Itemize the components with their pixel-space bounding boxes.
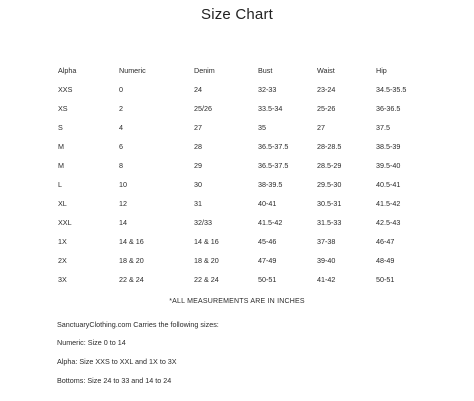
table-row (58, 85, 468, 104)
cell-waist: 41-42 (317, 275, 336, 284)
table-row (58, 218, 468, 237)
header-alpha: Alpha (58, 66, 77, 75)
carries-text: SanctuaryClothing.com Carries the following sizes: (57, 320, 219, 329)
cell-bust: 45-46 (258, 237, 277, 246)
cell-numeric: 14 & 16 (119, 237, 144, 246)
cell-alpha: L (58, 180, 62, 189)
table-row (58, 104, 468, 123)
cell-alpha: XL (58, 199, 67, 208)
table-body (58, 85, 468, 294)
header-hip: Hip (376, 66, 387, 75)
cell-denim: 29 (194, 161, 202, 170)
cell-numeric: 8 (119, 161, 123, 170)
cell-numeric: 14 (119, 218, 127, 227)
cell-denim: 27 (194, 123, 202, 132)
cell-alpha: XXS (58, 85, 73, 94)
cell-waist: 27 (317, 123, 325, 132)
cell-bust: 35 (258, 123, 266, 132)
numeric-sizes-text: Numeric: Size 0 to 14 (57, 338, 126, 347)
cell-numeric: 2 (119, 104, 123, 113)
cell-denim: 18 & 20 (194, 256, 219, 265)
table-row (58, 180, 468, 199)
measurements-note: *ALL MEASUREMENTS ARE IN INCHES (169, 298, 305, 305)
cell-hip: 50-51 (376, 275, 395, 284)
cell-alpha: XXL (58, 218, 72, 227)
cell-bust: 50-51 (258, 275, 277, 284)
cell-hip: 40.5-41 (376, 180, 401, 189)
cell-alpha: M (58, 161, 64, 170)
cell-bust: 41.5-42 (258, 218, 283, 227)
cell-hip: 36-36.5 (376, 104, 401, 113)
cell-hip: 41.5-42 (376, 199, 401, 208)
cell-denim: 25/26 (194, 104, 212, 113)
cell-denim: 14 & 16 (194, 237, 219, 246)
table-row (58, 256, 468, 275)
table-row (58, 237, 468, 256)
cell-numeric: 18 & 20 (119, 256, 144, 265)
cell-waist: 31.5-33 (317, 218, 342, 227)
cell-hip: 37.5 (376, 123, 390, 132)
cell-denim: 28 (194, 142, 202, 151)
header-denim: Denim (194, 66, 215, 75)
cell-alpha: 3X (58, 275, 67, 284)
table-row (58, 161, 468, 180)
header-waist: Waist (317, 66, 335, 75)
header-bust: Bust (258, 66, 273, 75)
table-row (58, 123, 468, 142)
cell-hip: 38.5-39 (376, 142, 401, 151)
cell-alpha: 1X (58, 237, 67, 246)
cell-bust: 47-49 (258, 256, 277, 265)
alpha-sizes-text: Alpha: Size XXS to XXL and 1X to 3X (57, 357, 177, 366)
cell-numeric: 6 (119, 142, 123, 151)
cell-bust: 32-33 (258, 85, 277, 94)
cell-numeric: 10 (119, 180, 127, 189)
cell-alpha: M (58, 142, 64, 151)
cell-bust: 36.5-37.5 (258, 142, 289, 151)
cell-waist: 23-24 (317, 85, 336, 94)
cell-bust: 36.5-37.5 (258, 161, 289, 170)
cell-numeric: 0 (119, 85, 123, 94)
cell-alpha: S (58, 123, 63, 132)
cell-waist: 28-28.5 (317, 142, 342, 151)
cell-hip: 48-49 (376, 256, 395, 265)
bottoms-sizes-text: Bottoms: Size 24 to 33 and 14 to 24 (57, 376, 172, 385)
cell-numeric: 12 (119, 199, 127, 208)
size-chart-table (58, 66, 468, 294)
table-row (58, 142, 468, 161)
table-row (58, 275, 468, 294)
cell-waist: 25-26 (317, 104, 336, 113)
cell-numeric: 4 (119, 123, 123, 132)
cell-hip: 39.5-40 (376, 161, 401, 170)
cell-denim: 30 (194, 180, 202, 189)
cell-waist: 29.5-30 (317, 180, 342, 189)
cell-denim: 31 (194, 199, 202, 208)
cell-denim: 32/33 (194, 218, 212, 227)
cell-bust: 40-41 (258, 199, 277, 208)
table-row (58, 199, 468, 218)
cell-waist: 37-38 (317, 237, 336, 246)
cell-waist: 28.5-29 (317, 161, 342, 170)
header-numeric: Numeric (119, 66, 146, 75)
cell-hip: 46-47 (376, 237, 395, 246)
cell-numeric: 22 & 24 (119, 275, 144, 284)
cell-hip: 34.5-35.5 (376, 85, 407, 94)
cell-hip: 42.5-43 (376, 218, 401, 227)
cell-alpha: 2X (58, 256, 67, 265)
page-title: Size Chart (200, 6, 274, 23)
cell-bust: 38-39.5 (258, 180, 283, 189)
cell-alpha: XS (58, 104, 68, 113)
cell-denim: 24 (194, 85, 202, 94)
cell-waist: 39-40 (317, 256, 336, 265)
cell-bust: 33.5-34 (258, 104, 283, 113)
table-header-row (58, 66, 468, 85)
cell-denim: 22 & 24 (194, 275, 219, 284)
cell-waist: 30.5-31 (317, 199, 342, 208)
